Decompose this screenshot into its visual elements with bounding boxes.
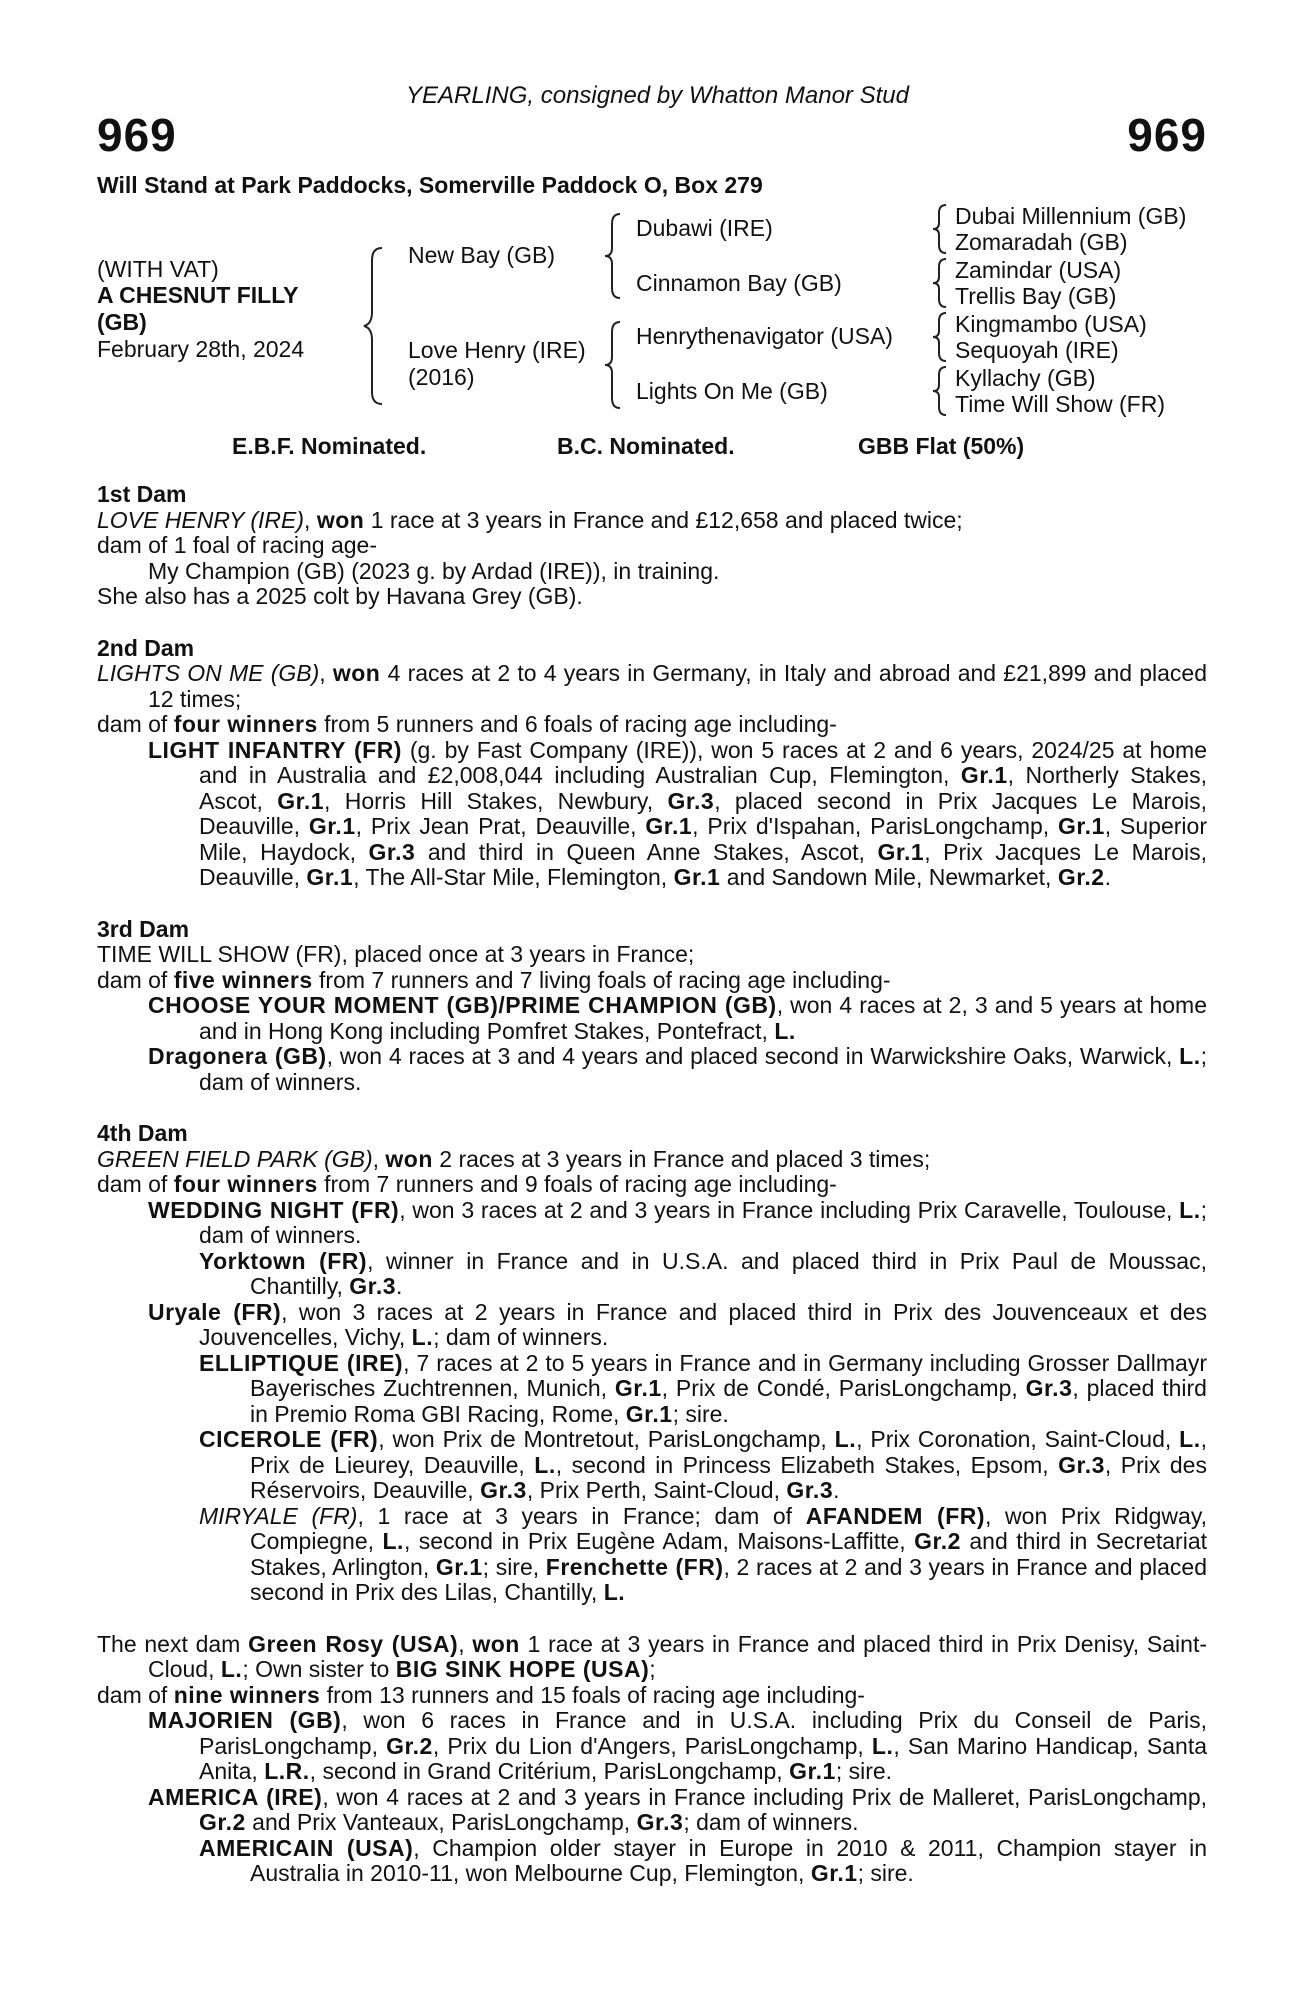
america: AMERICA (IRE), won 4 races at 2 and 3 years in France including Prix de Malleret, ParisLongchamp, Gr.2 and Prix Vanteaux, ParisLongchamp, Gr.3; dam of winners. [148,1783,1208,1835]
ped-g6: Sequoyah (IRE) [955,337,1119,363]
dam-sire: Henrythenavigator (USA) [636,323,893,349]
second-dam-record: LIGHTS ON ME (GB), won 4 races at 2 to 4 years in Germany, in Italy and abroad and £21,899 and placed 12 times; [97,660,1208,712]
third-dam-heading: 3rd Dam [97,915,190,942]
gbb-nomination: GBB Flat (50%) [858,433,1025,459]
choose-your-moment: CHOOSE YOUR MOMENT (GB)/PRIME CHAMPION (GB), won 4 races at 2, 3 and 5 years at home and in Hong Kong including Pomfret Stakes, Pontefract, L. [148,992,1208,1044]
dam-name: Love Henry (IRE) [408,337,586,363]
catalogue-body [97,482,1207,1887]
third-dam-produce-intro: dam of five winners from 7 runners and 7 living foals of racing age including- [97,966,891,993]
uryale: Uryale (FR), won 3 races at 2 years in France and placed third in Prix des Jouvenceaux et des Jouvencelles, Vichy, L.; dam of winners. [148,1298,1207,1350]
elliptique: ELLIPTIQUE (IRE), 7 races at 2 to 5 years in France and in Germany including Grosser Dallmayr Bayerisches Zuchtrennen, Munich, Gr.1, Prix de Condé, ParisLongchamp, Gr.3, placed third in Premio Roma GBI Racing, Rome, Gr.1; sire. [199,1349,1207,1427]
dam-brace [602,320,626,410]
yorktown: Yorktown (FR), winner in France and in U.S.A. and placed third in Prix Paul de Moussac, Chantilly, Gr.3. [199,1247,1207,1299]
pedigree-brace-main [360,246,390,406]
stand-location: Will Stand at Park Paddocks, Somerville Paddock O, Box 279 [97,172,763,198]
ped-g8: Time Will Show (FR) [955,391,1165,417]
fourth-dam-produce-intro: dam of four winners from 7 runners and 9 foals of racing age including- [97,1171,837,1197]
lot-number-right: 969 [1127,109,1207,161]
second-dam-heading: 2nd Dam [97,634,195,661]
sire-sire: Dubawi (IRE) [636,215,773,241]
majorien: MAJORIEN (GB), won 6 races in France and in U.S.A. including Prix du Conseil de Paris, ParisLongchamp, Gr.2, Prix du Lion d'Angers, ParisLongchamp, L., San Marino Handicap, Santa Anita, L.R., second in Grand Critérium, ParisLongchamp, Gr.1; sire. [148,1707,1207,1784]
first-dam-produce-intro: dam of 1 foal of racing age- [97,532,377,558]
g3-brace-4 [930,365,950,417]
cicerole: CICEROLE (FR), won Prix de Montretout, ParisLongchamp, L., Prix Coronation, Saint-Cloud, L., Prix de Lieurey, Deauville, L., second in Princess Elizabeth Stakes, Epsom, Gr.3, Prix des Réservoirs, Deauville, Gr.3, Prix Perth, Saint-Cloud, Gr.3. [199,1426,1207,1503]
miryale: MIRYALE (FR), 1 race at 3 years in France; dam of AFANDEM (FR), won Prix Ridgway, Compiegne, L., second in Prix Eugène Adam, Maisons-Laffitte, Gr.2 and third in Secretariat Stakes, Arlington, Gr.1; sire, Frenchette (FR), 2 races at 2 and 3 years in France and placed second in Prix des Lilas, Chantilly, L. [199,1502,1207,1605]
wedding-night: WEDDING NIGHT (FR), won 3 races at 2 and 3 years in France including Prix Caravelle, Toulouse, L.; dam of winners. [148,1196,1207,1248]
horse-origin: (GB) [97,309,147,335]
horse-dob: February 28th, 2024 [97,336,305,362]
ped-g4: Trellis Bay (GB) [955,283,1117,309]
ped-g1: Dubai Millennium (GB) [955,203,1187,229]
next-dam-produce-intro: dam of nine winners from 13 runners and 15 foals of racing age including- [97,1681,865,1708]
g3-brace-3 [930,311,950,363]
sire-dam: Cinnamon Bay (GB) [636,270,842,296]
americain: AMERICAIN (USA), Champion older stayer in Europe in 2010 & 2011, Champion stayer in Australia in 2010-11, won Melbourne Cup, Flemington, Gr.1; sire. [199,1834,1207,1886]
third-dam-record: TIME WILL SHOW (FR), placed once at 3 years in France; [97,941,695,967]
ped-g2: Zomaradah (GB) [955,229,1128,255]
sire-brace [602,212,626,300]
light-infantry: LIGHT INFANTRY (FR) (g. by Fast Company (IRE)), won 5 races at 2 and 6 years, 2024/25 at home and in Australia and £2,008,044 including Australian Cup, Flemington, Gr.1, Northerly Stakes, Ascot, Gr.1, Horris Hill Stakes, Newbury, Gr.3, placed second in Prix Jacques Le Marois, Deauville, Gr.1, Prix Jean Prat, Deauville, Gr.1, Prix d'Ispahan, ParisLongchamp, Gr.1, Superior Mile, Haydock, Gr.3 and third in Queen Anne Stakes, Ascot, Gr.1, Prix Jacques Le Marois, Deauville, Gr.1, The All-Star Mile, Flemington, Gr.1 and Sandown Mile, Newmarket, Gr.2. [148,736,1207,890]
bc-nomination: B.C. Nominated. [557,433,735,459]
g3-brace-2 [930,257,950,309]
second-dam-produce-intro: dam of four winners from 5 runners and 6 foals of racing age including- [97,711,837,737]
dragonera: Dragonera (GB), won 4 races at 3 and 4 years and placed second in Warwickshire Oaks, Warwick, L.; dam of winners. [148,1043,1208,1095]
sale-subtitle: YEARLING, consigned by Whatton Manor Stud [406,82,909,109]
first-dam-record: LOVE HENRY (IRE), won 1 race at 3 years in France and £12,658 and placed twice; [97,506,963,533]
first-dam-foal: My Champion (GB) (2023 g. by Ardad (IRE)), in training. [148,557,720,584]
first-dam-colt: She also has a 2025 colt by Havana Grey (GB). [97,583,583,609]
fourth-dam-heading: 4th Dam [97,1120,188,1146]
next-dam-record: The next dam Green Rosy (USA), won 1 race at 3 years in France and placed third in Prix Denisy, Saint-Cloud, L.; Own sister to BIG SINK HOPE (USA); [97,1630,1207,1682]
dam-year: (2016) [408,364,475,390]
ped-g5: Kingmambo (USA) [955,311,1147,337]
ped-g7: Kyllachy (GB) [955,365,1096,391]
g3-brace-1 [930,203,950,255]
horse-name: A CHESNUT FILLY [97,282,299,308]
ped-g3: Zamindar (USA) [955,257,1122,283]
vat-note: (WITH VAT) [97,256,219,282]
dam-dam: Lights On Me (GB) [636,378,828,404]
fourth-dam-record: GREEN FIELD PARK (GB), won 2 races at 3 years in France and placed 3 times; [97,1145,931,1172]
ebf-nomination: E.B.F. Nominated. [232,433,427,459]
sire-name: New Bay (GB) [408,242,555,268]
first-dam-heading: 1st Dam [97,481,187,507]
lot-number-left: 969 [97,109,177,161]
